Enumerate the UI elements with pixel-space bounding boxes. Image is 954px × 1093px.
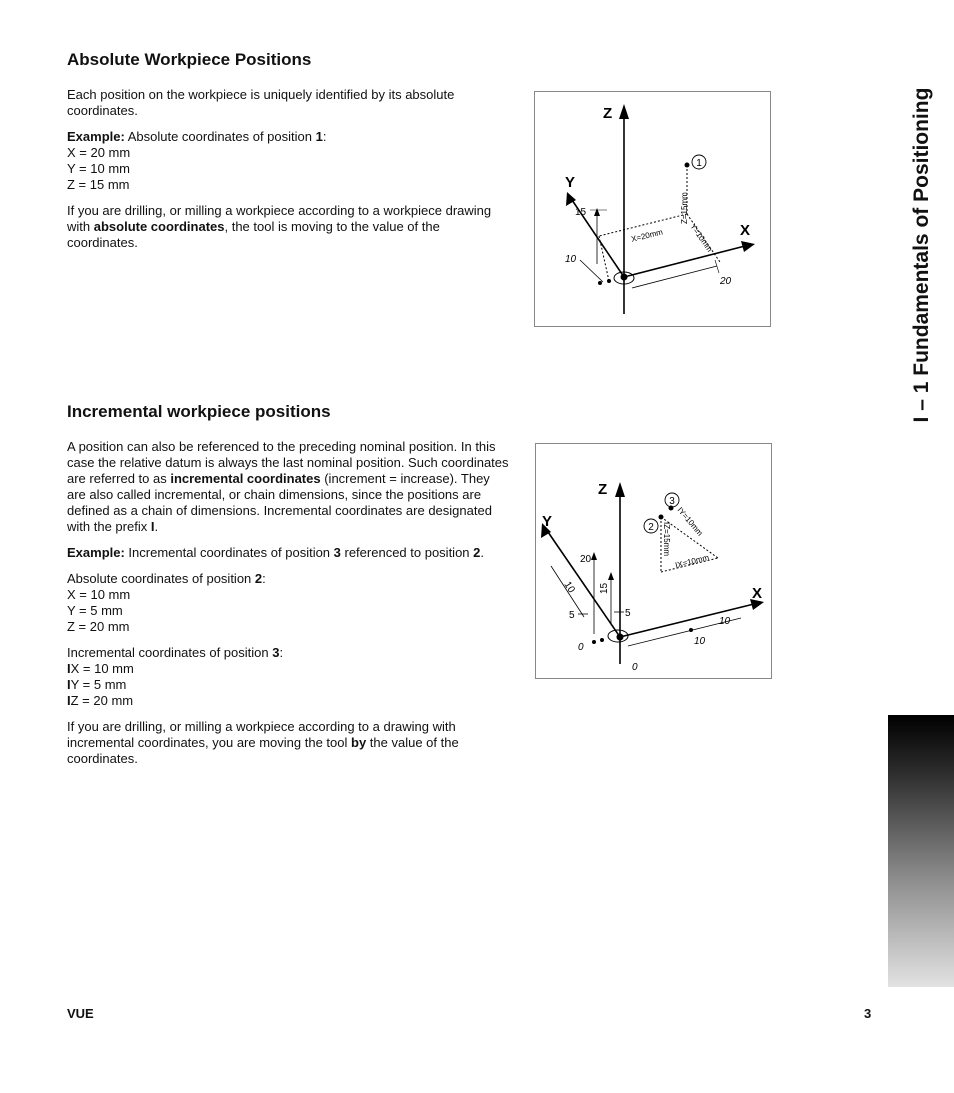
- example-text: Absolute coordinates of position: [124, 129, 316, 144]
- chapter-tab-marker: [888, 715, 954, 987]
- example-label: Example:: [67, 545, 125, 560]
- tick-5-a-label: 5: [569, 610, 575, 621]
- coord-z: Z = 15 mm: [67, 177, 130, 192]
- dim-10-dot-a: [598, 281, 602, 285]
- drill-text-bold: by: [351, 735, 367, 750]
- incremental-coords-of-position-3: [67, 645, 512, 709]
- origin-dot: [617, 634, 624, 641]
- dim-20-arrow: [591, 552, 597, 560]
- dim-20-line: [632, 266, 717, 288]
- example-end: .: [480, 545, 484, 560]
- z-axis-arrow: [619, 104, 629, 119]
- abs-colon: :: [262, 571, 266, 586]
- example-label: Example:: [67, 129, 125, 144]
- example-colon: :: [322, 129, 327, 144]
- iz-dimension-label: IZ=15mm: [662, 522, 671, 557]
- absolute-diagram: [535, 92, 770, 326]
- iy-dimension-label: IY=10mm: [675, 505, 705, 538]
- tick-15-label: 15: [575, 207, 587, 218]
- intro-prefix: I: [150, 519, 155, 534]
- intro-text-bold: incremental coordinates: [170, 471, 321, 486]
- inc-coord-y-value: Y = 5 mm: [70, 677, 127, 692]
- dim-15-arrow-top: [594, 208, 600, 216]
- abs-position: 2: [254, 571, 263, 586]
- inc-prefix: I: [67, 693, 71, 708]
- page-number: 3: [864, 1006, 872, 1021]
- x-axis-line: [620, 604, 754, 637]
- example-text-a: Incremental coordinates of position: [124, 545, 334, 560]
- absolute-intro: Each position on the workpiece is uniquely identified by its absolute coordinates.: [67, 87, 455, 118]
- incremental-drilling-note: [67, 719, 512, 767]
- origin-dot: [621, 274, 628, 281]
- inc-prefix: I: [67, 661, 71, 676]
- dim-10-dot-b: [607, 279, 611, 283]
- example-position-3: 3: [333, 545, 341, 560]
- z-axis-arrow: [615, 482, 625, 497]
- inc-label: Incremental coordinates of position: [67, 645, 273, 660]
- incremental-example: [67, 545, 512, 561]
- x-axis-arrow: [741, 241, 755, 252]
- ix-dimension-label: IX=10mm: [674, 552, 710, 570]
- inc-coord-y: [67, 677, 512, 693]
- dim-0-dot-a: [592, 640, 596, 644]
- point-1-label: 1: [696, 158, 702, 169]
- absolute-example: [67, 129, 512, 193]
- inc-coord-x: [67, 661, 512, 677]
- intro-text-b: (increment = increase). They are also called incremental, or chain dimensions, since the positions are defined as a chain of dimensions. Incremental coordinates are designated with the prefix: [67, 471, 492, 534]
- absolute-section-title: Absolute Workpiece Positions: [67, 50, 312, 69]
- dim-0-dot-b: [600, 638, 604, 642]
- absolute-section-body: [67, 87, 512, 261]
- incremental-section-title: Incremental workpiece positions: [67, 402, 331, 421]
- example-position-2: 2: [473, 545, 481, 560]
- inc-prefix: I: [67, 677, 71, 692]
- coord-y: Y = 10 mm: [67, 161, 130, 176]
- intro-text-a: A position can also be referenced to the preceding nominal position. In this case the relative datum is always the last nominal position. Such coordinates are referred to as: [67, 439, 509, 486]
- abs-label: Absolute coordinates of position: [67, 571, 255, 586]
- x-axis-label: X: [740, 222, 751, 239]
- dim-10-x-dot: [689, 628, 693, 632]
- dim-15-arrow: [608, 572, 614, 580]
- y-axis-label: Y: [542, 513, 553, 530]
- example-position: 1: [315, 129, 323, 144]
- abs-coord-z: Z = 20 mm: [67, 619, 130, 634]
- incremental-section-body: [67, 439, 512, 777]
- x-axis-line: [624, 246, 745, 277]
- tick-20-label: 20: [580, 554, 592, 565]
- abs-coord-y: Y = 5 mm: [67, 603, 123, 618]
- z-dimension-label: Z=15mm: [680, 192, 689, 224]
- drill-text-pre: If you are drilling, or milling a workpiece according to a workpiece drawing with: [67, 203, 492, 234]
- inc-coord-z: [67, 693, 512, 709]
- coord-x: X = 20 mm: [67, 145, 131, 160]
- incremental-diagram: [536, 444, 771, 678]
- inc-position: 3: [272, 645, 280, 660]
- absolute-coords-of-position-2: [67, 571, 512, 635]
- inc-colon: :: [279, 645, 284, 660]
- tick-15-label: 15: [599, 582, 610, 594]
- inc-coord-z-value: Z = 20 mm: [70, 693, 134, 708]
- absolute-coordinates-figure: [534, 91, 771, 327]
- tick-10-label: 10: [565, 254, 577, 265]
- absolute-drilling-note: [67, 203, 512, 251]
- incremental-coordinates-figure: [535, 443, 772, 679]
- y-dimension-label: Y=10mm: [688, 221, 715, 254]
- example-text-b: referenced to position: [340, 545, 474, 560]
- inc-coord-x-value: X = 10 mm: [70, 661, 134, 676]
- drill-text-post: , the tool is moving to the value of the coordinates.: [67, 219, 440, 250]
- x-dimension-label: X=20mm: [630, 227, 664, 244]
- tick-5-b-label: 5: [625, 608, 631, 619]
- tick-20-label: 20: [720, 276, 732, 287]
- drill-text-b: the value of the coordinates.: [67, 735, 459, 766]
- x-axis-label: X: [752, 585, 763, 602]
- chapter-side-title-text: I – 1 Fundamentals of Positioning: [910, 87, 933, 423]
- chapter-side-title: [897, 50, 947, 460]
- tick-10-y-label: 10: [561, 579, 577, 596]
- abs-coord-x: X = 10 mm: [67, 587, 131, 602]
- point-1-dot: [685, 163, 690, 168]
- footer-product-name: VUE: [67, 1006, 94, 1021]
- y-axis-label: Y: [565, 174, 576, 191]
- incremental-intro: [67, 439, 512, 535]
- tick-0-a-label: 0: [578, 642, 584, 653]
- intro-end: .: [154, 519, 159, 534]
- z-axis-label: Z: [603, 105, 613, 122]
- point-3-label: 3: [669, 496, 675, 507]
- z-axis-label: Z: [598, 481, 608, 498]
- tick-10-x1-label: 10: [694, 636, 706, 647]
- point-2-label: 2: [648, 522, 654, 533]
- drill-text-a: If you are drilling, or milling a workpiece according to a drawing with incremental coordinates, you are moving the tool: [67, 719, 456, 750]
- drill-text-bold: absolute coordinates: [93, 219, 225, 234]
- tick-10-x2-label: 10: [719, 616, 731, 627]
- dim-10-line: [580, 260, 603, 282]
- tick-0-b-label: 0: [632, 662, 638, 673]
